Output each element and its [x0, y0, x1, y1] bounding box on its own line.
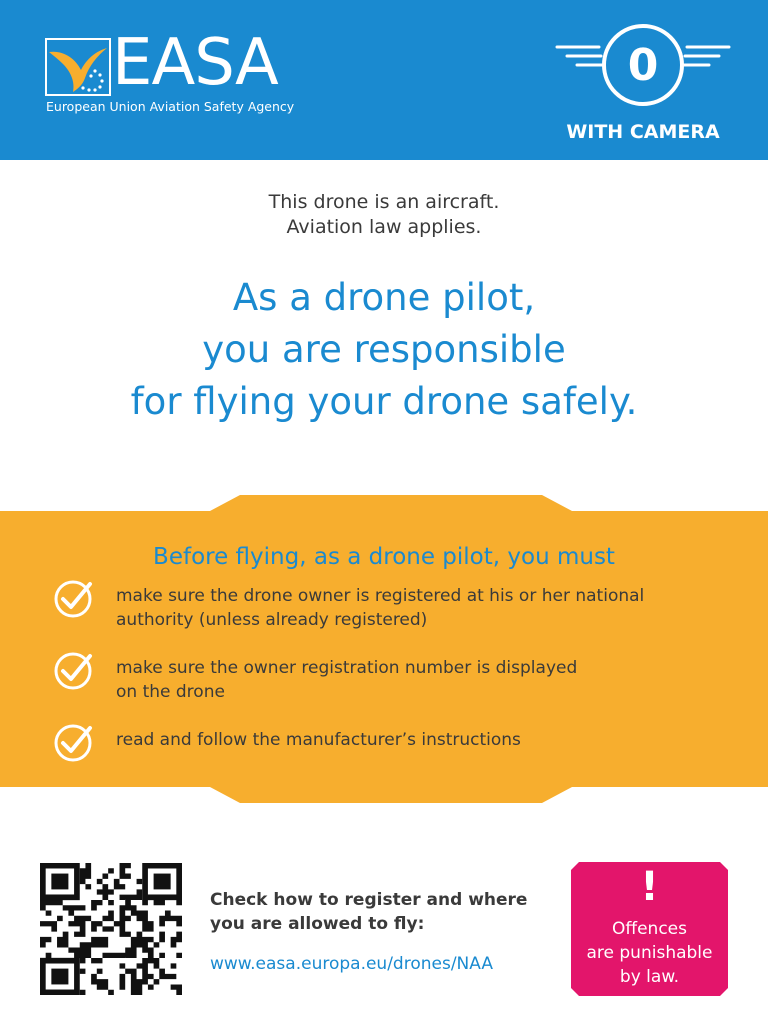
requirement-text	[116, 652, 728, 704]
requirement-line: make sure the owner registration number is displayed	[116, 658, 578, 678]
register-info-line: Check how to register and where	[210, 890, 528, 910]
intro-text	[0, 190, 768, 240]
warning-line: by law.	[619, 967, 680, 987]
qr-code[interactable]	[40, 863, 182, 995]
requirement-line: authority (unless already registered)	[116, 610, 428, 630]
check-circle-icon	[52, 578, 94, 620]
requirement-text	[116, 580, 728, 632]
warning-line: Offences	[612, 919, 687, 939]
intro-line: This drone is an aircraft.	[268, 191, 500, 213]
logo-wordmark: EASA	[112, 26, 278, 100]
drone-class-number: 0	[627, 40, 659, 91]
drone-class-label: WITH CAMERA	[566, 121, 720, 143]
agency-name: European Union Aviation Safety Agency	[46, 99, 295, 114]
check-circle-icon	[52, 722, 94, 764]
intro-line: Aviation law applies.	[286, 216, 482, 238]
list-item	[48, 580, 728, 632]
register-info-text	[210, 888, 550, 936]
requirement-text	[116, 724, 728, 752]
requirements-title: Before flying, as a drone pilot, you must	[153, 544, 615, 570]
headline-line: for flying your drone safely.	[130, 380, 638, 423]
requirement-line: read and follow the manufacturer’s instructions	[116, 730, 521, 750]
register-info-line: you are allowed to fly:	[210, 914, 425, 934]
headline	[0, 272, 768, 428]
requirement-line: on the drone	[116, 682, 225, 702]
header-bar	[0, 0, 768, 160]
list-item	[48, 652, 728, 704]
list-item	[48, 724, 728, 768]
check-circle-icon	[52, 650, 94, 692]
warning-text	[571, 917, 728, 989]
easa-logo-icon	[45, 38, 111, 96]
warning-line: are punishable	[586, 943, 713, 963]
requirements-list	[48, 580, 728, 788]
naa-link[interactable]: www.easa.europa.eu/drones/NAA	[210, 954, 494, 974]
exclamation-icon: !	[640, 864, 659, 910]
headline-line: As a drone pilot,	[232, 276, 536, 319]
requirement-line: make sure the drone owner is registered at his or her national	[116, 586, 645, 606]
headline-line: you are responsible	[202, 328, 566, 371]
